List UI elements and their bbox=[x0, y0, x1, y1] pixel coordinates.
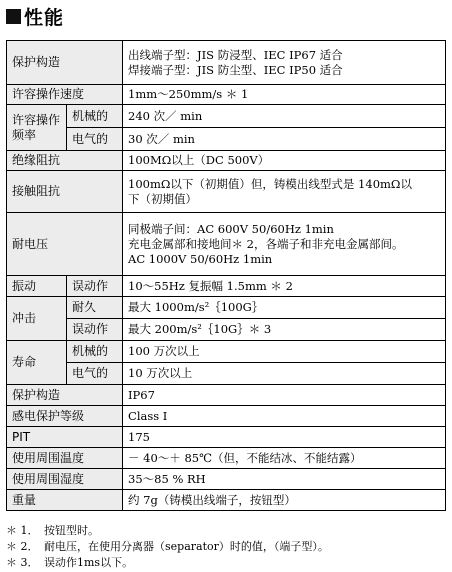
table-row bbox=[7, 490, 446, 511]
footnotes bbox=[6, 523, 329, 571]
row-label: 使用周围温度 bbox=[7, 448, 123, 469]
table-row bbox=[7, 151, 446, 171]
row-value-line: 焊接端子型：JIS 防尘型、IEC IP50 适合 bbox=[128, 62, 343, 77]
sub-label: 误动作 bbox=[67, 276, 123, 297]
row-value-line: 下（初期值） bbox=[128, 191, 198, 206]
row-value: 175 bbox=[123, 427, 446, 448]
table-row bbox=[7, 41, 446, 85]
table-row bbox=[7, 319, 446, 341]
row-label: PIT bbox=[7, 427, 123, 448]
table-row bbox=[7, 171, 446, 213]
row-value: 100 万次以上 bbox=[123, 341, 446, 363]
row-value-line: 充电金属部和接地间＊ 2，各端子和非充电金属部间。 bbox=[128, 236, 404, 251]
row-value: Class I bbox=[123, 406, 446, 427]
row-value: 约 7g（铸模出线端子，按钮型） bbox=[123, 490, 446, 511]
row-value-line: 100mΩ以下（初期值）但，铸模出线型式是 140mΩ以 bbox=[128, 176, 412, 191]
row-label: 保护构造 bbox=[7, 385, 123, 406]
row-label: 感电保护等级 bbox=[7, 406, 123, 427]
row-label: 重量 bbox=[7, 490, 123, 511]
row-label-line: 频率 bbox=[12, 127, 37, 142]
row-label: 使用周围湿度 bbox=[7, 469, 123, 490]
row-value: 240 次／ min bbox=[123, 105, 446, 128]
row-value: － 40～＋ 85℃（但，不能结冰、不能结露） bbox=[123, 448, 446, 469]
table-row bbox=[7, 448, 446, 469]
table-row bbox=[7, 385, 446, 406]
table-row bbox=[7, 427, 446, 448]
row-value: 30 次／ min bbox=[123, 128, 446, 151]
table-row bbox=[7, 469, 446, 490]
table-row bbox=[7, 213, 446, 276]
table-row bbox=[7, 363, 446, 385]
sub-label: 机械的 bbox=[67, 341, 123, 363]
sub-label: 误动作 bbox=[67, 319, 123, 341]
row-label: 保护构造 bbox=[7, 41, 123, 85]
row-value: 100MΩ以上（DC 500V） bbox=[123, 151, 446, 171]
table-row bbox=[7, 297, 446, 319]
page-title: 性能 bbox=[24, 6, 65, 29]
row-label-line: 许容操作 bbox=[12, 112, 61, 127]
sub-label: 电气的 bbox=[67, 363, 123, 385]
sub-label: 机械的 bbox=[67, 105, 123, 128]
row-label: 耐电压 bbox=[7, 213, 123, 276]
section-title bbox=[6, 2, 64, 30]
row-label: 许容操作速度 bbox=[7, 85, 123, 105]
table-row bbox=[7, 341, 446, 363]
row-value: IP67 bbox=[123, 385, 446, 406]
footnote: ＊ 2． 耐电压，在使用分离器（separator）时的值，（端子型）。 bbox=[6, 540, 329, 553]
table-row bbox=[7, 128, 446, 151]
row-value: 10～55Hz 复振幅 1.5mm ＊ 2 bbox=[123, 276, 446, 297]
row-label bbox=[7, 105, 67, 151]
row-value: 最大 1000m/s²｛100G｝ bbox=[123, 297, 446, 319]
performance-table bbox=[6, 40, 446, 511]
row-value-line: AC 1000V 50/60Hz 1min bbox=[128, 251, 273, 266]
row-value: 最大 200m/s²｛10G｝＊ 3 bbox=[123, 319, 446, 341]
table-row bbox=[7, 85, 446, 105]
row-label: 绝缘阻抗 bbox=[7, 151, 123, 171]
table-row bbox=[7, 276, 446, 297]
row-label: 接触阻抗 bbox=[7, 171, 123, 213]
row-value-line: 同极端子间：AC 600V 50/60Hz 1min bbox=[128, 221, 334, 236]
row-label: 振动 bbox=[7, 276, 67, 297]
footnote: ＊ 3． 误动作1ms以下。 bbox=[6, 556, 134, 569]
row-value: 10 万次以上 bbox=[123, 363, 446, 385]
footnote: ＊ 1． 按钮型时。 bbox=[6, 524, 99, 537]
table-row bbox=[7, 406, 446, 427]
row-value-line: 出线端子型：JIS 防浸型、IEC IP67 适合 bbox=[128, 47, 343, 62]
row-label: 冲击 bbox=[7, 297, 67, 341]
table-row bbox=[7, 105, 446, 128]
sub-label: 耐久 bbox=[67, 297, 123, 319]
black-square-icon bbox=[6, 9, 21, 24]
row-value: 1mm～250mm/s ＊ 1 bbox=[123, 85, 446, 105]
row-value bbox=[123, 41, 446, 85]
row-label: 寿命 bbox=[7, 341, 67, 385]
sub-label: 电气的 bbox=[67, 128, 123, 151]
row-value bbox=[123, 171, 446, 213]
row-value bbox=[123, 213, 446, 276]
row-value: 35～85 % RH bbox=[123, 469, 446, 490]
